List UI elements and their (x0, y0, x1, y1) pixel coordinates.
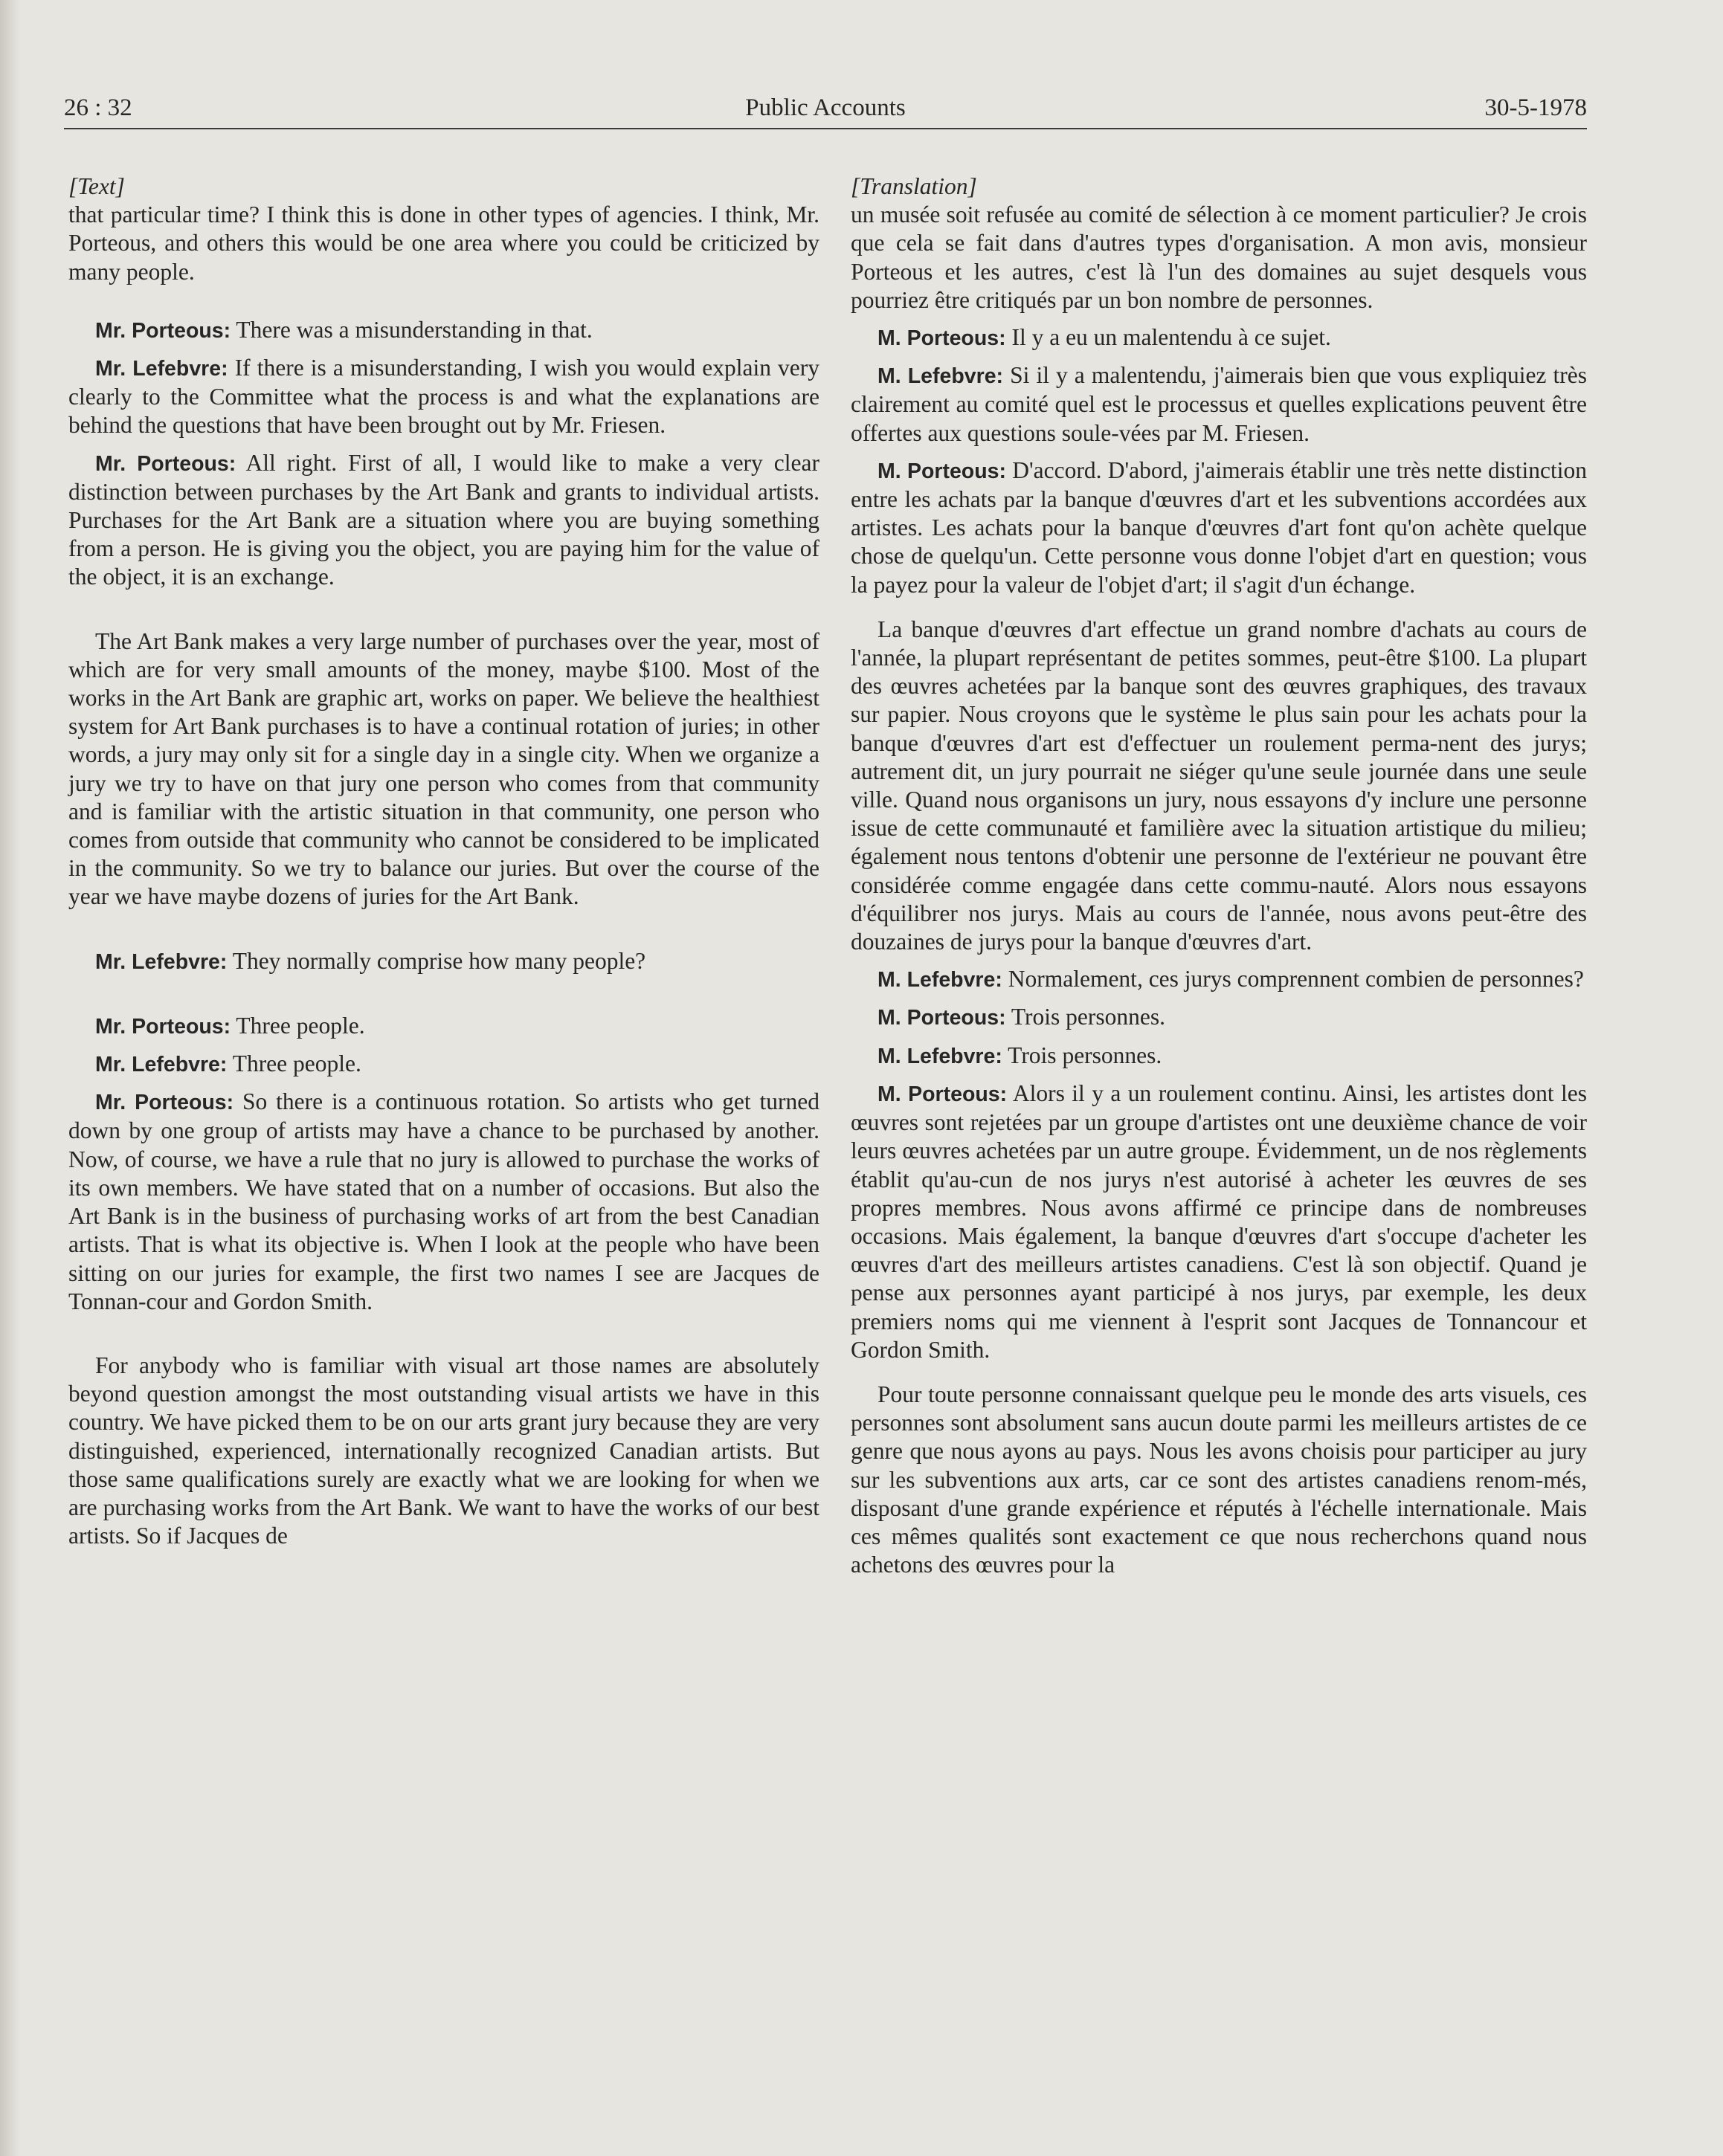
speaker-name: Mr. Lefebvre: (95, 357, 228, 381)
paragraph: M. Porteous: D'accord. D'abord, j'aimerais établir une très nette distinction entre les achats par la banque d'œuvres d'art et les subventions accordées aux artistes. Les achats pour la banque d'œuvres d'art font qu'on achète quelque chose de quelqu'un. Cette personne vous donne l'objet d'art en question; vous la payez pour la valeur de l'objet d'art; il s'agit d'un échange. (851, 456, 1587, 598)
paragraph: La banque d'œuvres d'art effectue un grand nombre d'achats au cours de l'année, la plupart représentant de petites sommes, peut-être $100. La plupart des œuvres achetées par la banque sont des œuvres graphiques, des travaux sur papier. Nous croyons que le système le plus sain pour les achats pour la banque d'œuvres d'art est d'effectuer un roulement perma-nent des jurys; autrement dit, un jury pourrait ne siéger qu'une seule journée dans une seule ville. Quand nous organisons un jury, nous essayons d'y inclure une personne issue de cette communauté et familière avec la situation artistique du milieu; également nous tentons d'obtenir une personne de l'extérieur ne pouvant être considérée comme engagée dans cette commu-nauté. Alors nous essayons d'équilibrer nos jurys. Mais au cours de l'année, nous avons peut-être des douzaines de jurys pour la banque d'œuvres d'art. (851, 616, 1587, 955)
publication-title: Public Accounts (745, 94, 906, 121)
paragraph: that particular time? I think this is done in other types of agencies. I think, Mr. Porteous, and others this would be one area where you could be criticized by many people. (68, 201, 819, 285)
paragraph: The Art Bank makes a very large number of purchases over the year, most of which are for very small amounts of the money, maybe $100. Most of the works in the Art Bank are graphic art, works on paper. We believe the healthiest system for Art Bank purchases is to have a continual rotation of juries; in other words, a jury may only sit for a single day in a single city. When we organize a jury we try to have on that jury one person who comes from that community and is familiar with the artistic situation in that community, one person who comes from outside that community who cannot be considered to be implicated in the community. So we try to balance our juries. But over the course of the year we have maybe dozens of juries for the Art Bank. (68, 627, 819, 910)
paragraph: M. Porteous: Trois personnes. (877, 1004, 1166, 1030)
paragraph: M. Lefebvre: Trois personnes. (877, 1042, 1162, 1068)
paragraph: un musée soit refusée au comité de sélection à ce moment particulier? Je crois que cela se fait dans d'autres types d'organisation. A mon avis, monsieur Porteous et les autres, c'est là l'un des domaines au sujet desquels vous pourriez être critiqués par un bon nombre de personnes. (851, 201, 1587, 313)
speaker-name: Mr. Lefebvre: (95, 1053, 228, 1077)
speaker-name: Mr. Lefebvre: (95, 949, 228, 974)
column-label: [Text] (68, 173, 125, 199)
speaker-name: M. Lefebvre: (877, 968, 1002, 993)
speaker-name: Mr. Porteous: (95, 318, 231, 343)
paragraph: Mr. Lefebvre: Three people. (95, 1050, 361, 1077)
speaker-name: M. Lefebvre: (877, 1044, 1002, 1068)
speaker-name: Mr. Porteous: (95, 451, 236, 476)
paragraph: Mr. Porteous: Three people. (95, 1012, 365, 1039)
paragraph: M. Lefebvre: Si il y a malentendu, j'aimerais bien que vous expliquiez très clairement au comité quel est le processus et quelles explications peuvent être offertes aux questions soule-vées par M. Friesen. (851, 362, 1588, 446)
speaker-name: M. Lefebvre: (877, 364, 1004, 389)
paragraph: Mr. Porteous: There was a misunderstanding in that. (95, 316, 593, 343)
paragraph: For anybody who is familiar with visual art those names are absolutely beyond question amongst the most outstanding visual artists we have in this country. We have picked them to be on our arts grant jury because they are very distinguished, experienced, internationally recognized Canadian artists. But those same qualifications surely are exactly what we are looking for when we are purchasing works from the Art Bank. We want to have the works of our best artists. So if Jacques de (68, 1352, 819, 1549)
page-header (64, 83, 1587, 129)
speaker-name: M. Porteous: (877, 326, 1006, 351)
paragraph: M. Lefebvre: Normalement, ces jurys comprennent combien de personnes? (877, 966, 1584, 993)
speaker-name: Mr. Porteous: (95, 1091, 234, 1115)
speaker-name: Mr. Porteous: (95, 1014, 231, 1039)
publication-date: 30-5-1978 (1484, 94, 1587, 121)
english-column (68, 172, 819, 1550)
paragraph: Mr. Lefebvre: If there is a misunderstanding, I wish you would explain very clearly to the Committee what the process is and what the explanations are behind the questions that have been brought out by Mr. Friesen. (68, 355, 820, 439)
paragraph: Mr. Lefebvre: They normally comprise how many people? (95, 947, 646, 974)
paragraph: M. Porteous: Il y a eu un malentendu à ce sujet. (877, 324, 1331, 351)
paragraph: Pour toute personne connaissant quelque peu le monde des arts visuels, ces personnes sont absolument sans aucun doute parmi les meilleurs artistes de ce genre que nous ayons au pays. Nous les avons choisis pour participer au jury sur les subventions aux arts, car ce sont des artistes canadiens renom-més, disposant d'une grande expérience et réputés à l'échelle internationale. Mais ces mêmes qualités sont exactement ce que nous recherchons quand nous achetons des œuvres pour la (851, 1381, 1587, 1578)
french-column (851, 172, 1587, 1579)
page-number: 26 : 32 (64, 94, 132, 121)
speaker-name: M. Porteous: (877, 1082, 1008, 1106)
paragraph: Mr. Porteous: All right. First of all, I would like to make a very clear distinction between purchases by the Art Bank and grants to individual artists. Purchases for the Art Bank are a situation where you are buying something from a person. He is giving you the object, you are paying him for the value of the object, it is an exchange. (68, 449, 819, 590)
column-label: [Translation] (851, 173, 977, 199)
page-edge-shadow (0, 0, 19, 2156)
paragraph: Mr. Porteous: So there is a continuous rotation. So artists who get turned down by one group of artists may have a chance to be purchased by another. Now, of course, we have a rule that no jury is allowed to purchase the works of its own members. We have stated that on a number of occasions. But also the Art Bank is in the business of purchasing works of art from the best Canadian artists. That is what its objective is. When I look at the people who have been sitting on our juries for example, the first two names I see are Jacques de Tonnan-cour and Gordon Smith. (68, 1088, 819, 1314)
paragraph: M. Porteous: Alors il y a un roulement continu. Ainsi, les artistes dont les œuvres sont rejetées par un groupe d'artistes ont une deuxième chance de voir leurs œuvres achetées par un autre groupe. Évidemment, un de nos règlements établit qu'au-cun de nos jurys n'est autorisé à acheter les œuvres de ses propres membres. Nous avons affirmé ce principe dans de nombreuses occasions. Mais également, la banque d'œuvres d'art s'occupe d'acheter les œuvres d'art des meilleurs artistes canadiens. C'est là son objectif. Quand je pense aux personnes ayant participé à nos jurys, par exemple, les deux premiers noms qui me viennent à l'esprit sont Jacques de Tonnancour et Gordon Smith. (851, 1079, 1588, 1363)
speaker-name: M. Porteous: (877, 1006, 1006, 1030)
speaker-name: M. Porteous: (877, 459, 1006, 483)
